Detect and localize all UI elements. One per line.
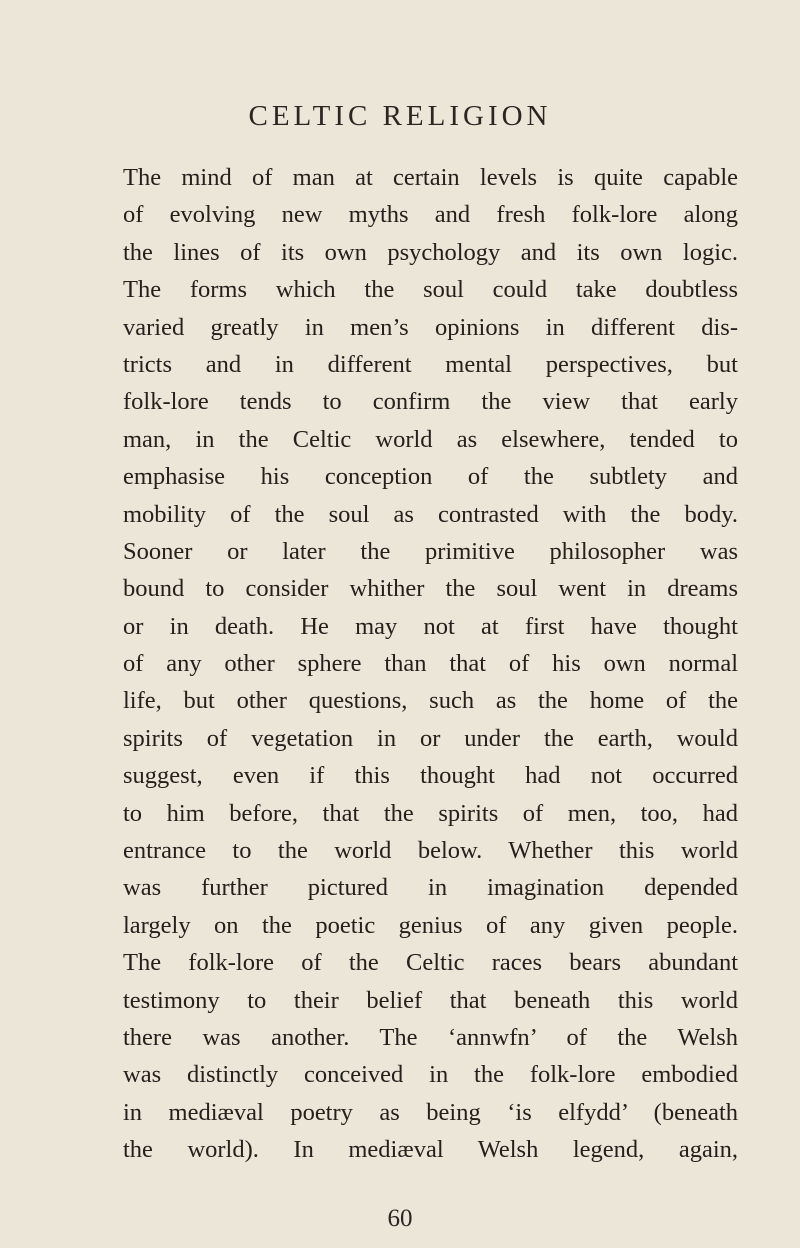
text-line: Sooner or later the primitive philosopher was [123,537,738,565]
text-line: folk-lore tends to confirm the view that early [123,388,738,416]
text-line: entrance to the world below. Whether this world [123,837,738,865]
text-line: was distinctly conceived in the folk-lore embodied [123,1061,738,1089]
text-line: suggest, even if this thought had not occurred [123,762,738,790]
text-line: to him before, that the spirits of men, too, had [123,799,738,827]
text-line: of any other sphere than that of his own normal [123,650,738,678]
text-line: The forms which the soul could take doubtless [123,276,738,304]
text-line: emphasise his conception of the subtlety and [123,463,738,491]
body-text [123,159,738,1169]
running-head: CELTIC RELIGION [248,100,552,132]
text-line: was further pictured in imagination depended [123,874,738,902]
text-line: or in death. He may not at first have thought [123,612,738,640]
text-line: of evolving new myths and fresh folk-lore along [123,201,738,229]
text-line: spirits of vegetation in or under the earth, would [123,724,738,752]
text-line: the world). In mediæval Welsh legend, again, [123,1136,738,1164]
text-line: The folk-lore of the Celtic races bears abundant [123,949,738,977]
text-line: there was another. The ‘annwfn’ of the Welsh [123,1023,738,1051]
text-line: The mind of man at certain levels is quite capable [123,164,738,191]
text-line: testimony to their belief that beneath this world [123,986,738,1014]
text-line: mobility of the soul as contrasted with the body. [123,500,738,528]
page-number: 60 [387,1205,413,1232]
text-line: life, but other questions, such as the home of the [123,687,738,715]
text-line: the lines of its own psychology and its own logic. [123,238,738,266]
text-line: man, in the Celtic world as elsewhere, tended to [123,425,738,453]
text-line: largely on the poetic genius of any given people. [123,911,738,939]
text-line: in mediæval poetry as being ‘is elfydd’ (beneath [123,1098,738,1126]
text-line: bound to consider whither the soul went in dreams [123,575,738,603]
text-line: tricts and in different mental perspectives, but [123,350,738,378]
text-line: varied greatly in men’s opinions in different dis- [123,313,738,341]
